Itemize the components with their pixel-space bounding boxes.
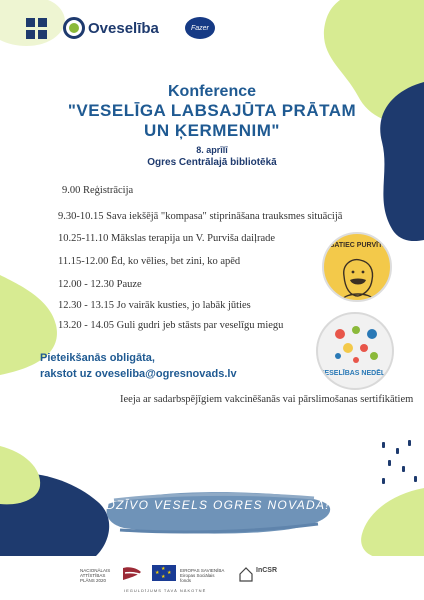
oveseliba-logo <box>63 17 159 39</box>
satiec-purviti-badge <box>322 232 392 302</box>
purvitis-portrait-icon <box>338 256 378 300</box>
eu-flag-icon: ★ ★ ★ ★ <box>152 565 176 581</box>
satiec-purviti-label: SATIEC PURVĪTI <box>329 242 385 249</box>
event-location: Ogres Centrālajā bibliotēkā <box>147 157 277 168</box>
decorative-dot <box>382 442 385 448</box>
nap-text-line: PLĀNS 2020 <box>80 578 107 583</box>
slogan: DZĪVO VESELS OGRES NOVADĀ! <box>106 498 330 512</box>
schedule-item: 11.15-12.00 Ēd, ko vēlies, bet zini, ko apēd <box>58 256 241 267</box>
conference-title <box>0 82 424 168</box>
ogre-logo <box>26 18 47 39</box>
fazer-logo: Fazer <box>185 17 215 39</box>
eu-text-line: Eiropas Sociālais <box>180 573 215 578</box>
decorative-dot <box>414 476 417 482</box>
bottom-left-lime-blob <box>0 446 50 506</box>
nap-text-line: NACIONĀLAIS <box>80 568 111 573</box>
event-date: 8. aprīlī <box>196 145 228 155</box>
incsr-label: InCSR <box>256 567 277 574</box>
title-line-2: "VESELĪGA LABSAJŪTA PRĀTAM <box>67 101 357 120</box>
footer-logos <box>0 556 424 600</box>
veselibas-nedela-label: VESELĪBAS NEDĒĻA <box>319 370 391 377</box>
eu-text <box>180 568 224 583</box>
health-week-illustration <box>328 322 384 366</box>
latvia-flag-icon <box>121 566 143 582</box>
registration-line-2: rakstot uz oveseliba@ogresnovads.lv <box>40 368 237 380</box>
decorative-dot <box>402 466 405 472</box>
footer-tagline: IEGULDĪJUMS TAVĀ NĀKOTNĒ <box>124 588 207 593</box>
header-logos <box>26 10 215 46</box>
title-line-1: Konference <box>167 83 257 100</box>
nap-text-line: ATTĪSTĪBAS <box>80 573 106 578</box>
registration-line-1: Pieteikšanās obligāta, <box>40 352 155 364</box>
eu-text-line: fonds <box>180 578 192 583</box>
schedule-item: 12.30 - 13.15 Jo vairāk kusties, jo labāk jūties <box>58 300 251 311</box>
schedule-item: 10.25-11.10 Mākslas terapija un V. Purviša daiļrade <box>58 233 276 244</box>
schedule-item: 9.00 Reģistrācija <box>62 185 134 196</box>
bottom-right-lime-blob <box>322 488 424 558</box>
eu-text-line: EIROPAS SAVIENĪBA <box>180 568 225 573</box>
oveseliba-circle-icon <box>63 17 85 39</box>
registration-note <box>40 350 237 382</box>
veselibas-nedela-badge <box>316 312 394 390</box>
decorative-dot <box>408 440 411 446</box>
schedule-item: 9.30-10.15 Sava iekšējā "kompasa" stiprināšana trauksmes situācijā <box>58 211 343 222</box>
certificate-note: Ieeja ar sadarbspējīgiem vakcinēšanās vai pārslimošanas sertifikātiem <box>120 394 414 405</box>
nap-text <box>80 568 110 583</box>
title-line-3: UN ĶERMENIM" <box>144 121 280 140</box>
decorative-dot <box>388 460 391 466</box>
decorative-dot <box>396 448 399 454</box>
schedule-item: 13.20 - 14.05 Guli gudri jeb stāsts par veselīgu miegu <box>58 320 284 331</box>
schedule-item: 12.00 - 12.30 Pauze <box>58 279 142 290</box>
oveseliba-logo-text: Oveselība <box>88 19 159 37</box>
decorative-dot <box>382 478 385 484</box>
incsr-house-icon <box>238 566 254 582</box>
